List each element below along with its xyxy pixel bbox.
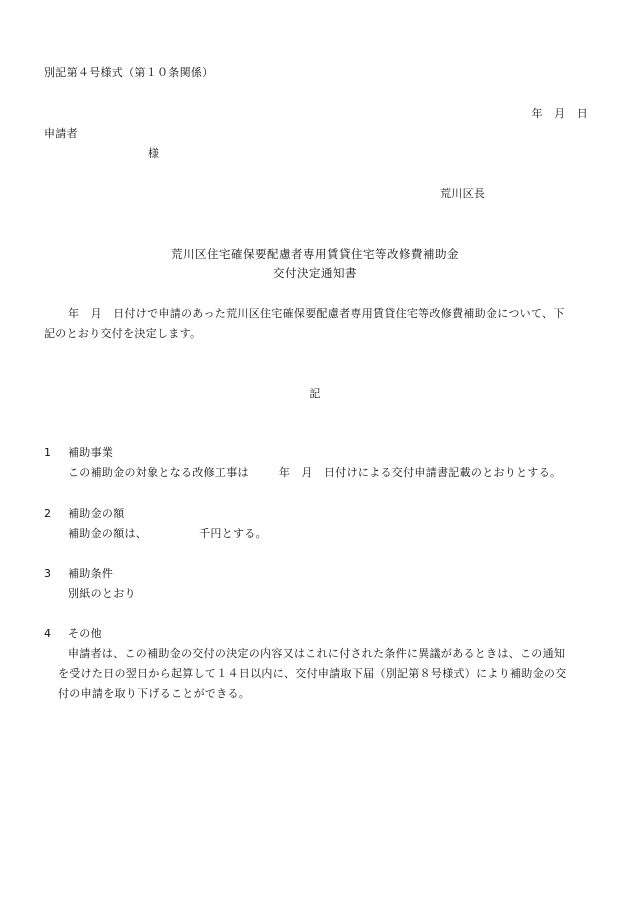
item-body [68, 527, 267, 541]
ki-heading: 記 [309, 387, 321, 400]
honorific: 様 [148, 147, 160, 160]
document-title-line2: 交付決定通知書 [273, 266, 357, 280]
item-body [68, 466, 561, 480]
intro-line1: 年 月 日付けで申請のあった荒川区住宅確保要配慮者専用賃貸住宅等改修費補助金について、下 [68, 307, 565, 320]
issuer: 荒川区長 [440, 187, 486, 200]
intro-line2: 記のとおり交付を決定します。 [44, 327, 202, 340]
item-number: 2 [44, 507, 52, 520]
document-title-line1: 荒川区住宅確保要配慮者専用賃貸住宅等改修費補助金 [171, 247, 459, 261]
item-body-suffix: 年 月 日付けによる交付申請書記載のとおりとする。 [278, 466, 562, 479]
form-label: 別記第４号様式（第１０条関係） [44, 66, 214, 79]
item-number: 1 [44, 446, 52, 459]
item-heading: 補助事業 [68, 446, 114, 459]
item-body-line: 申請者は、この補助金の交付の決定の内容又はこれに付された条件に異議があるときは、この通知 [68, 647, 566, 660]
item-number: 4 [44, 627, 52, 640]
item-body-prefix: 補助金の額は、 [68, 527, 148, 540]
item-body-line: 付の申請を取り下げることができる。 [58, 687, 251, 700]
date-line: 年 月 日 [531, 107, 588, 120]
item-body-line: を受けた日の翌日から起算して１４日以内に、交付申請取下届（別記第８号様式）により補助金の交 [58, 667, 567, 680]
applicant-label: 申請者 [44, 127, 78, 140]
item-heading: 補助条件 [68, 567, 114, 580]
item-body-prefix: この補助金の対象となる改修工事は [68, 466, 249, 479]
item-body-suffix: 千円とする。 [199, 527, 267, 540]
item-heading: その他 [68, 627, 102, 640]
item-heading: 補助金の額 [68, 507, 125, 520]
item-number: 3 [44, 567, 52, 580]
item-body: 別紙のとおり [68, 587, 136, 600]
